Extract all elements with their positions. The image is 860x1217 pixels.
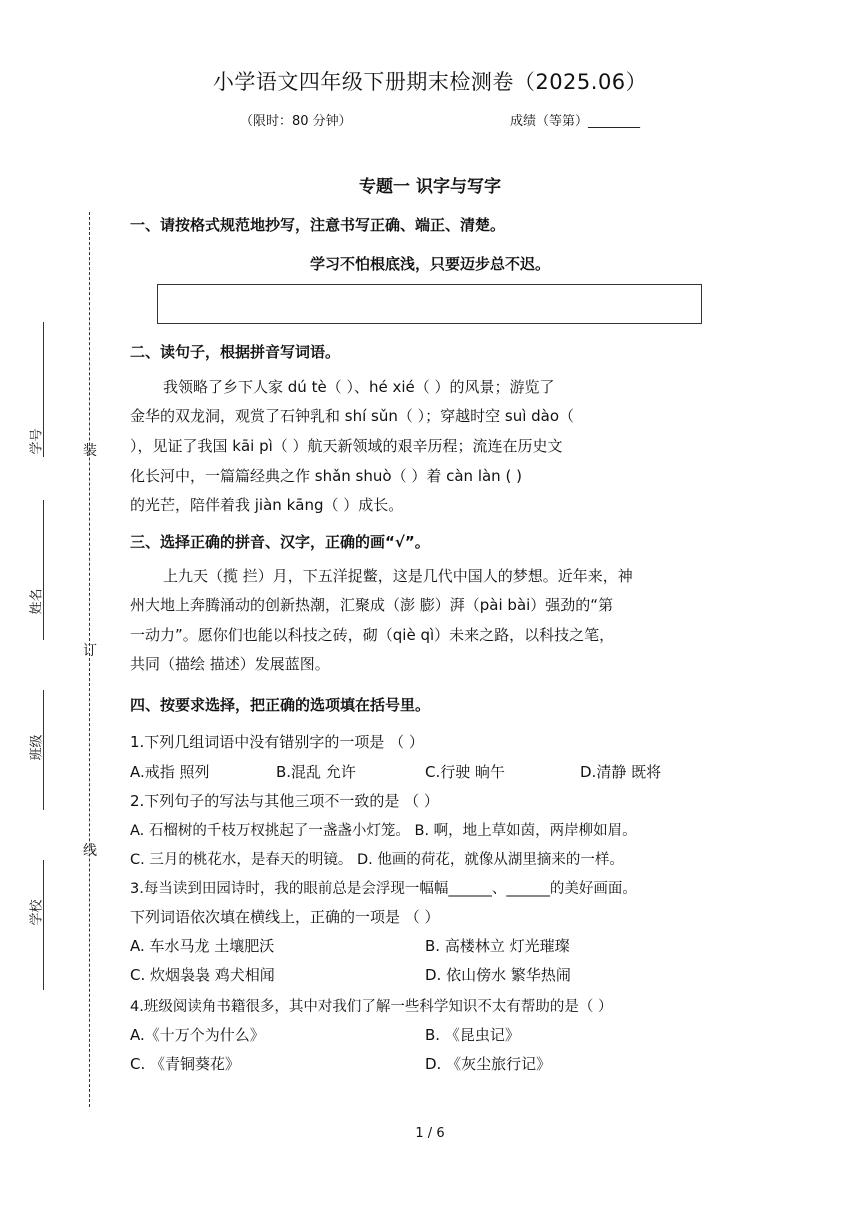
sec3-line-2: 州大地上奔腾涌动的创新热潮，汇聚成（澎 膨）湃（pài bài）强劲的“第 bbox=[130, 596, 614, 614]
q3-option-c: C. 炊烟袅袅 鸡犬相闻 bbox=[130, 966, 275, 984]
section-2-heading: 二、读句子，根据拼音写词语。 bbox=[130, 343, 341, 361]
q1-stem: 1.下列几组词语中没有错别字的一项是 （ ） bbox=[130, 733, 424, 751]
sec3-line-4: 共同（描绘 描述）发展蓝图。 bbox=[130, 655, 330, 673]
sec3-line-1: 上九天（揽 拦）月，下五洋捉鳖，这是几代中国人的梦想。近年来，神 bbox=[163, 567, 633, 585]
school-label: 学校 bbox=[29, 899, 45, 926]
time-limit: （限时：80 分钟） bbox=[240, 114, 352, 129]
sec2-line-2: 金华的双龙洞，观赏了石钟乳和 shí sǔn（ ）；穿越时空 suì dào（ bbox=[130, 407, 575, 425]
topic-heading: 专题一 识字与写字 bbox=[359, 177, 501, 197]
sec2-line-1: 我领略了乡下人家 dú tè（ ）、hé xié（ ）的风景；游览了 bbox=[163, 378, 555, 396]
binding-char-zhuang: 装 bbox=[83, 443, 97, 459]
score-field: 成绩（等第）________ bbox=[510, 114, 641, 129]
copy-writing-box[interactable] bbox=[157, 284, 702, 324]
binding-char-ding: 订 bbox=[83, 643, 97, 659]
name-label: 姓名 bbox=[29, 588, 45, 615]
q2-stem: 2.下列句子的写法与其他三项不一致的是 （ ） bbox=[130, 792, 439, 810]
q4-option-d: D. 《灰尘旅行记》 bbox=[425, 1055, 552, 1073]
q4-stem: 4.班级阅读角书籍很多，其中对我们了解一些科学知识不太有帮助的是（ ） bbox=[130, 999, 613, 1015]
binding-char-xian: 线 bbox=[83, 843, 97, 859]
section-1-heading: 一、请按格式规范地抄写，注意书写正确、端正、清楚。 bbox=[130, 216, 506, 234]
page-title: 小学语文四年级下册期末检测卷（2025.06） bbox=[212, 70, 648, 94]
q1-option-b: B.混乱 允许 bbox=[276, 763, 356, 781]
sec3-line-3: 一动力”。愿你们也能以科技之砖，砌（qiè qì）未来之路，以科技之笔， bbox=[130, 626, 615, 644]
q3-stem-2: 下列词语依次填在横线上，正确的一项是 （ ） bbox=[130, 908, 440, 926]
sec2-line-3: ），见证了我国 kāi pì（ ）航天新领域的艰辛历程；流连在历史文 bbox=[130, 437, 563, 455]
class-label: 班级 bbox=[29, 734, 45, 761]
sec2-line-5: 的光芒，陪伴着我 jiàn kāng（ ）成长。 bbox=[130, 496, 404, 514]
sec2-line-4: 化长河中，一篇篇经典之作 shǎn shuò（ ）着 càn làn ( ) bbox=[130, 467, 522, 485]
copy-motto: 学习不怕根底浅，只要迈步总不迟。 bbox=[309, 255, 550, 273]
q2-options-line-2: C. 三月的桃花水，是春天的明镜。 D. 他画的荷花，就像从湖里摘来的一样。 bbox=[130, 852, 624, 868]
q4-option-b: B. 《昆虫记》 bbox=[425, 1026, 520, 1044]
q1-option-a: A.戒指 照列 bbox=[130, 763, 210, 781]
q1-option-d: D.清静 既将 bbox=[580, 763, 662, 781]
q3-stem-1: 3.每当读到田园诗时，我的眼前总是会浮现一幅幅______、______的美好画面。 bbox=[130, 881, 637, 897]
q3-option-a: A. 车水马龙 土壤肥沃 bbox=[130, 937, 275, 955]
q4-option-c: C. 《青铜葵花》 bbox=[130, 1055, 241, 1073]
student-id-label: 学号 bbox=[29, 428, 45, 455]
q3-option-b: B. 高楼林立 灯光璀璨 bbox=[425, 937, 570, 955]
q1-option-c: C.行驶 晌午 bbox=[425, 763, 506, 781]
q2-options-line-1: A. 石榴树的千枝万杈挑起了一盏盏小灯笼。 B. 啊，地上草如茵，两岸柳如眉。 bbox=[130, 823, 637, 839]
q4-option-a: A.《十万个为什么》 bbox=[130, 1026, 265, 1044]
page-number: 1 / 6 bbox=[415, 1126, 445, 1141]
section-4-heading: 四、按要求选择，把正确的选项填在括号里。 bbox=[130, 696, 431, 714]
section-3-heading: 三、选择正确的拼音、汉字，正确的画“√”。 bbox=[130, 533, 430, 551]
q3-option-d: D. 依山傍水 繁华热闹 bbox=[425, 966, 571, 984]
